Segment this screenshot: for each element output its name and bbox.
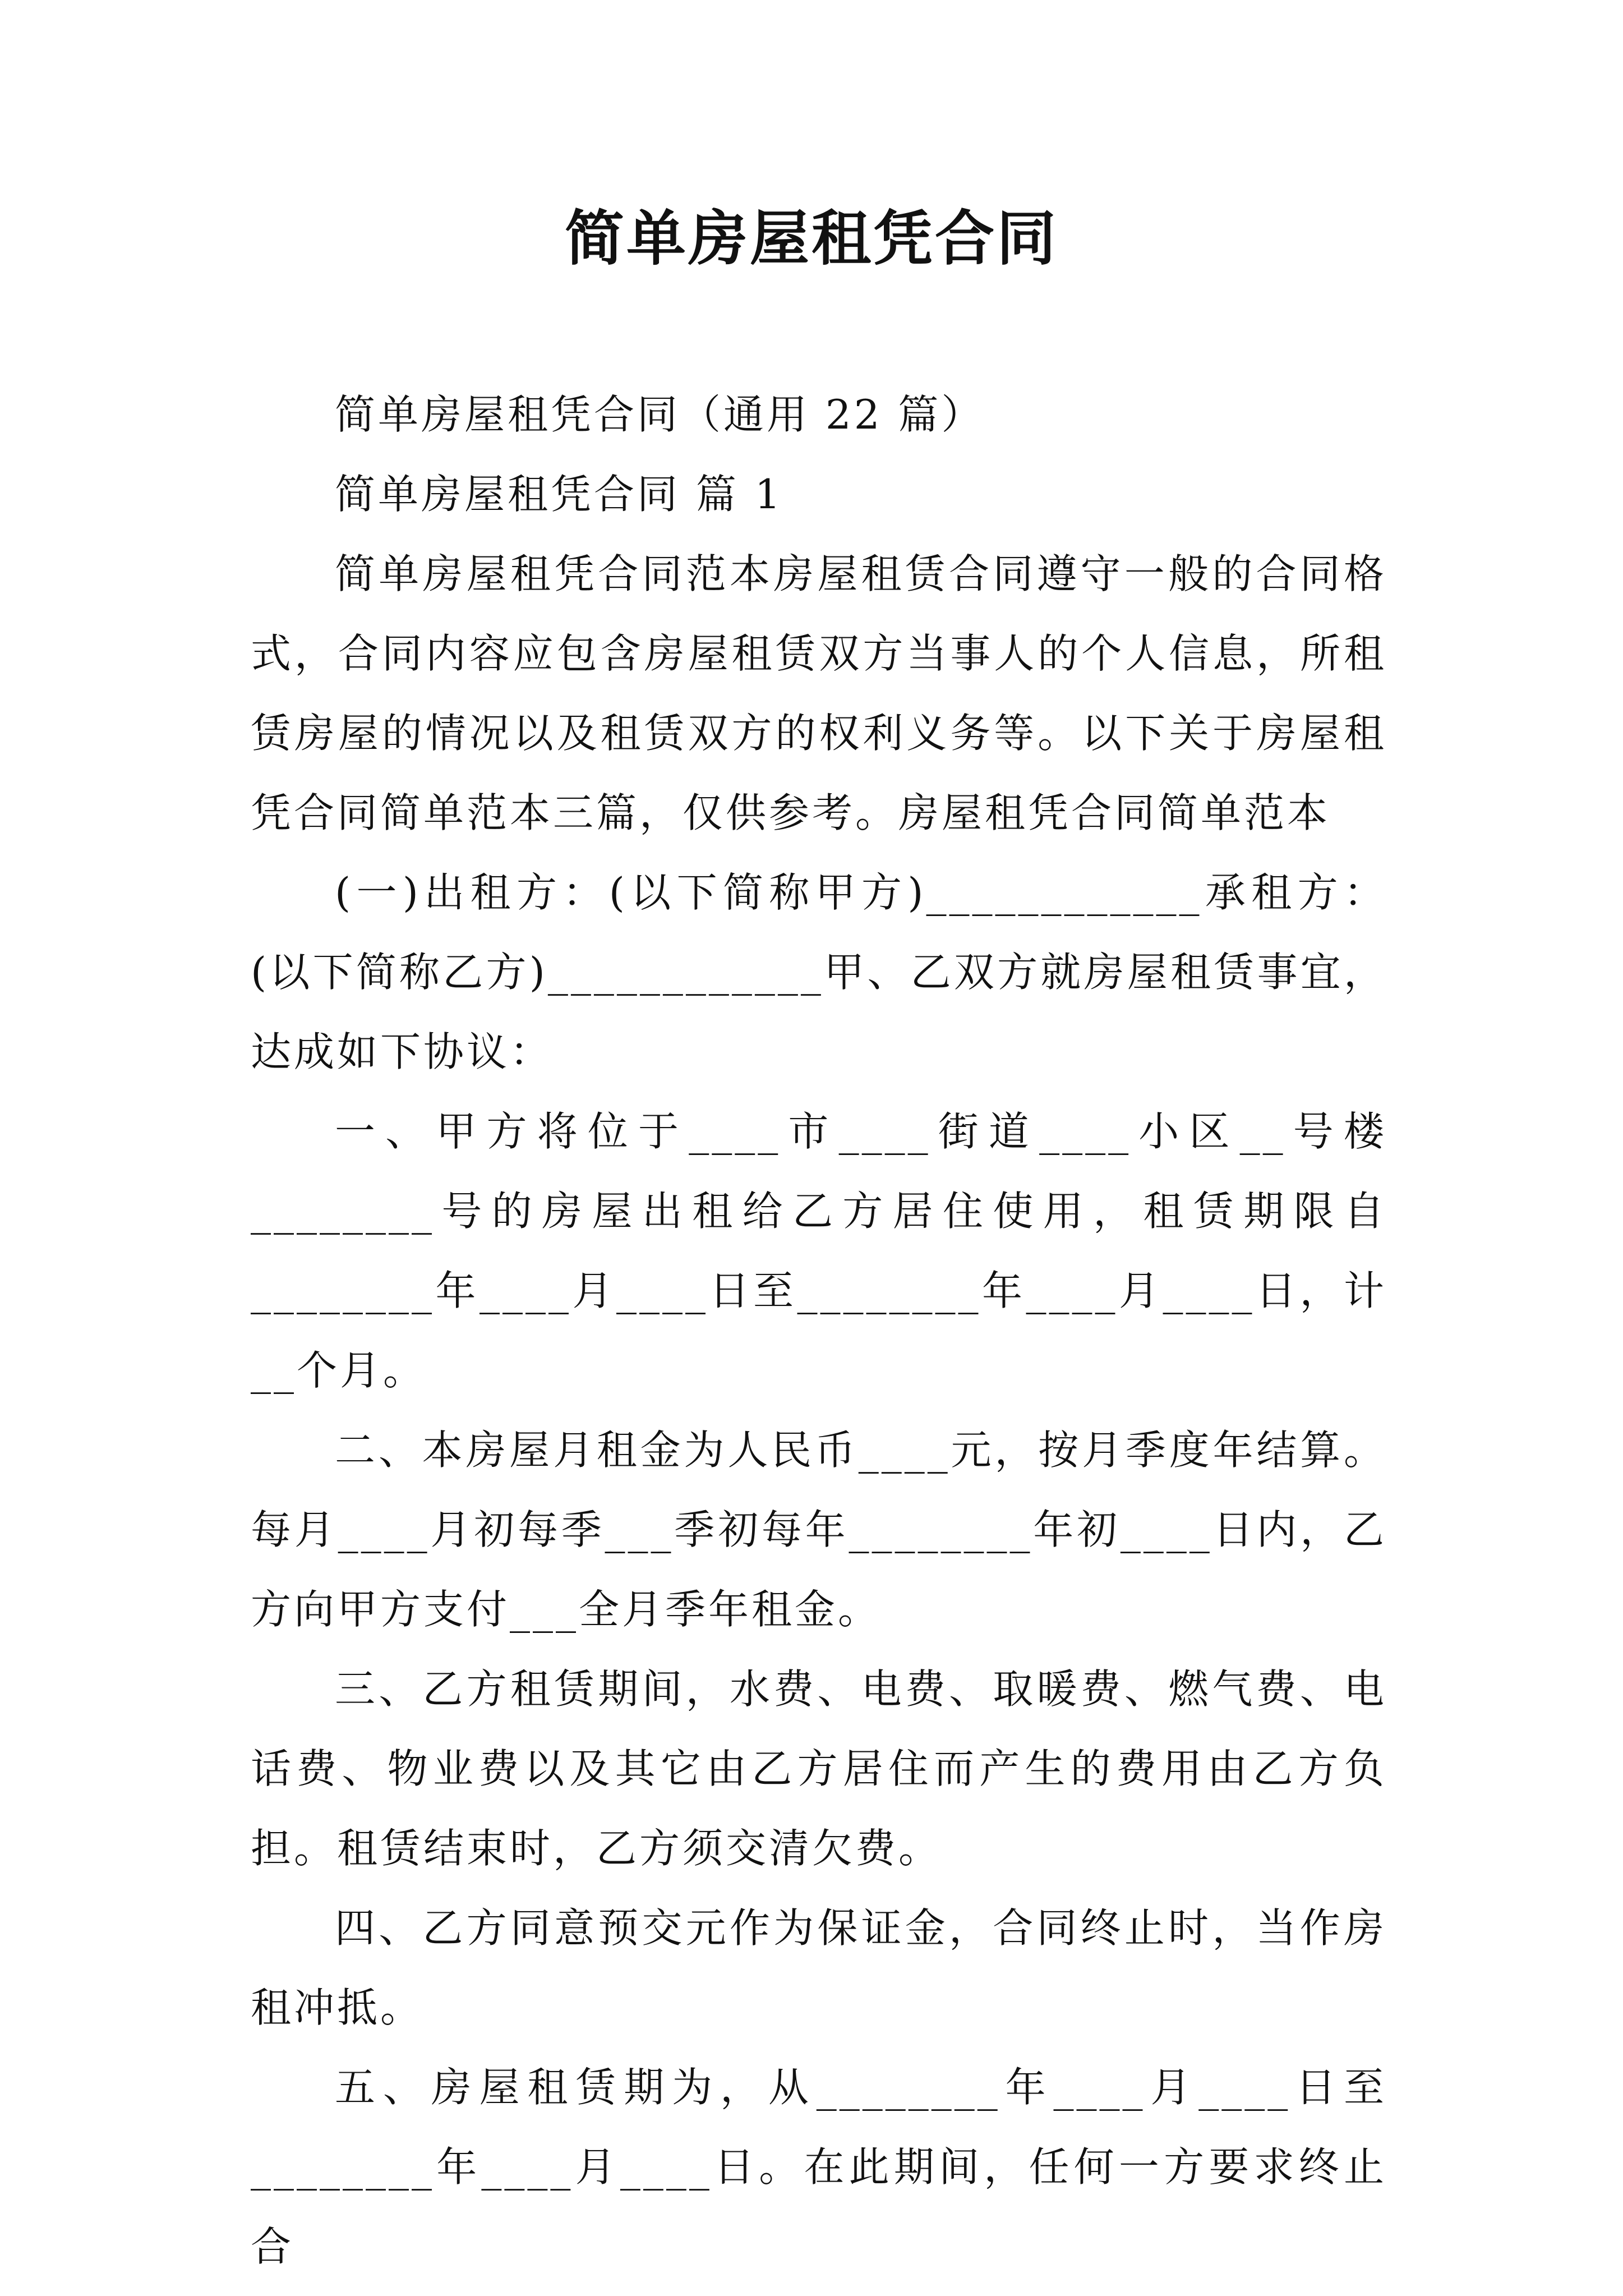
clause-4: 四、乙方同意预交元作为保证金，合同终止时，当作房租冲抵。	[251, 1904, 1387, 2031]
clause-5: 五、房屋租赁期为，从________年____月____日至________年____月____日。在此期间，任何一方要求终止合	[251, 2064, 1387, 2270]
clause-3: 三、乙方租赁期间，水费、电费、取暖费、燃气费、电话费、物业费以及其它由乙方居住而产生的费用由乙方负担。租赁结束时，乙方须交清欠费。	[251, 1665, 1387, 1872]
clause-1: 一、甲方将位于____市____街道____小区__号楼________号的房屋出租给乙方居住使用，租赁期限自________年____月____日至________年____月____日，计__个月。	[251, 1108, 1387, 1394]
parties-paragraph: (一)出租方：(以下简称甲方)____________承租方：(以下简称乙方)____________甲、乙双方就房屋租赁事宜，达成如下协议：	[251, 869, 1387, 1075]
intro-paragraph: 简单房屋租凭合同范本房屋租赁合同遵守一般的合同格式，合同内容应包含房屋租赁双方当事人的个人信息，所租赁房屋的情况以及租赁双方的权利义务等。以下关于房屋租凭合同简单范本三篇，仅供参考。房屋租凭合同简单范本	[251, 550, 1387, 836]
document-body	[251, 375, 1387, 2286]
subtitle-line: 简单房屋租凭合同（通用 22 篇）	[335, 391, 985, 438]
document-title: 简单房屋租凭合同	[565, 203, 1058, 273]
section-heading: 简单房屋租凭合同 篇 1	[335, 471, 783, 518]
clause-2: 二、本房屋月租金为人民币____元，按月季度年结算。每月____月初每季___季初每年________年初____日内，乙方向甲方支付___全月季年租金。	[251, 1427, 1387, 1633]
